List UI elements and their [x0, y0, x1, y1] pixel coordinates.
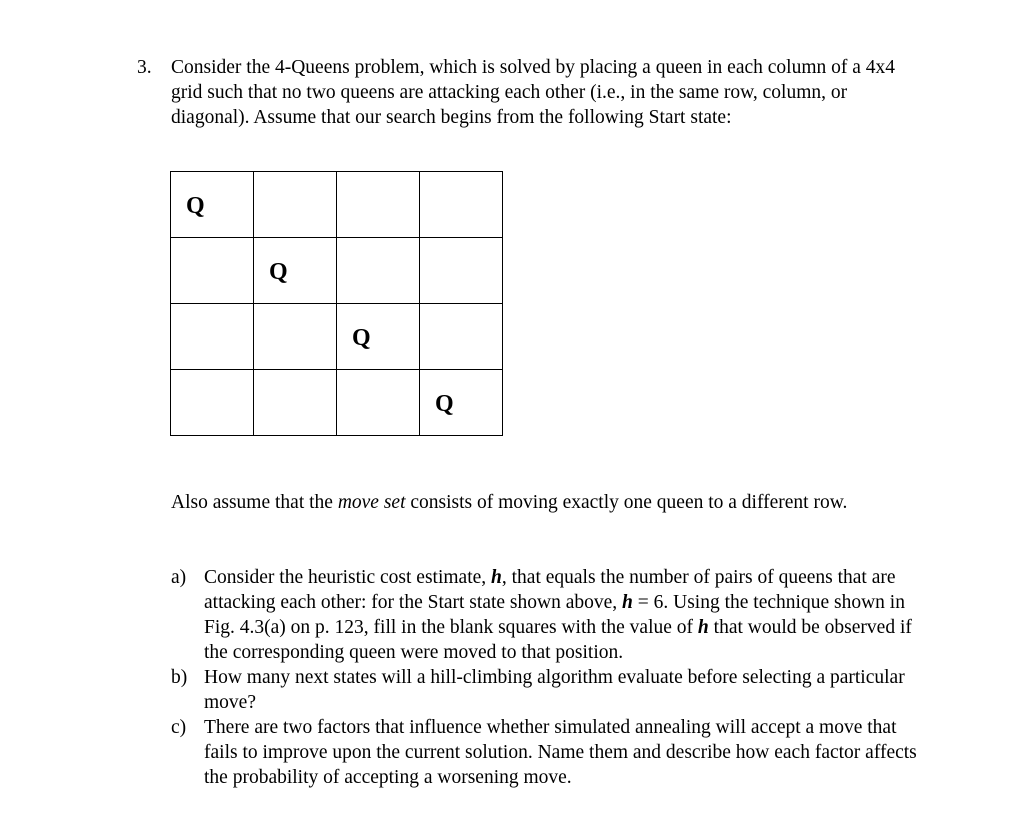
part-a-label: a) — [171, 567, 187, 588]
board-cell — [254, 172, 337, 238]
board-cell — [254, 370, 337, 436]
board-cell — [171, 238, 254, 304]
board-cell — [171, 172, 254, 238]
part-c — [171, 715, 921, 790]
board-cell — [420, 370, 503, 436]
board-cell — [171, 370, 254, 436]
part-b-label: b) — [171, 667, 188, 688]
question-number: 3. — [137, 57, 152, 78]
question-parts — [171, 565, 921, 790]
board-row — [171, 304, 503, 370]
board-cell — [171, 304, 254, 370]
queens-board — [170, 171, 503, 436]
board-cell — [337, 238, 420, 304]
move-set-term: move set — [337, 492, 406, 513]
board-cell — [254, 238, 337, 304]
part-c-label: c) — [171, 717, 187, 738]
queen-marker: Q — [269, 259, 288, 285]
board-row — [171, 238, 503, 304]
board-cell — [420, 172, 503, 238]
board-cell — [337, 172, 420, 238]
queen-marker: Q — [435, 391, 454, 417]
queen-marker: Q — [352, 325, 371, 351]
board-cell — [337, 304, 420, 370]
part-b — [171, 665, 921, 715]
board-cell — [254, 304, 337, 370]
part-b-text: How many next states will a hill-climbing algorithm evaluate before selecting a particular move? — [204, 667, 905, 713]
board-cell — [337, 370, 420, 436]
board-cell — [420, 304, 503, 370]
board-row — [171, 370, 503, 436]
board-row — [171, 172, 503, 238]
part-c-text: There are two factors that influence whether simulated annealing will accept a move that fails to improve upon the current solution. Name them and describe how each factor affects the probability of accepting a worsening move. — [204, 717, 917, 788]
move-set-note: Also assume that the move set consists of moving exactly one queen to a different row. — [171, 492, 848, 513]
question-intro: Consider the 4-Queens problem, which is solved by placing a queen in each column of a 4x4 grid such that no two queens are attacking each other (i.e., in the same row, column, or diagonal). Assume that our search begins from the following Start state: — [171, 57, 896, 128]
queen-marker: Q — [186, 193, 205, 219]
part-a: a) Consider the heuristic cost estimate, h, that equals the number of pairs of queens that are attacking each other: for the Start state shown above, h = 6. Using the technique shown in Fig. 4.3(a) on p. 123, fill in the blank squares with the value of h that would be observed if the corresponding queen were moved to that position. — [171, 567, 912, 663]
board-cell — [420, 238, 503, 304]
